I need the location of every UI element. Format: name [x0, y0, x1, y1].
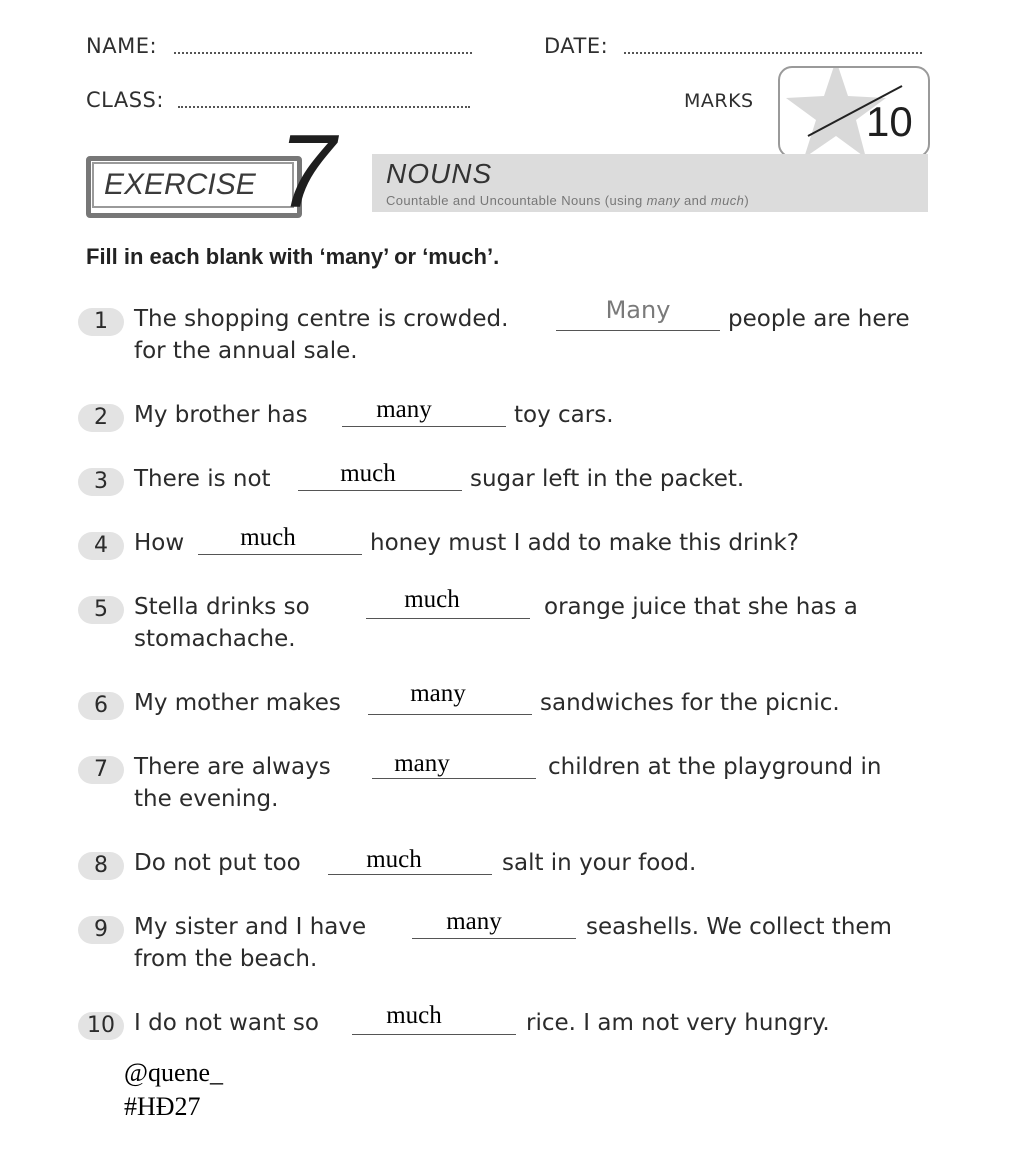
name-label: NAME:: [86, 34, 158, 58]
answer-text: much: [240, 524, 296, 551]
answer-blank[interactable]: [342, 426, 506, 427]
question-text-before: There are always: [134, 754, 331, 780]
answer-text: many: [394, 750, 450, 777]
answer-text: many: [376, 396, 432, 423]
question-text-after: toy cars.: [514, 402, 614, 428]
class-label: CLASS:: [86, 88, 164, 112]
answer-text: much: [366, 846, 422, 873]
topic-subtitle: [386, 193, 749, 208]
answer-blank[interactable]: [368, 714, 532, 715]
question-number: 7: [78, 756, 124, 784]
instruction: Fill in each blank with ‘many’ or ‘much’.: [86, 244, 500, 269]
watermark-tag: #HĐ27: [124, 1092, 201, 1121]
question-number: 3: [78, 468, 124, 496]
marks-label: MARKS: [684, 90, 754, 112]
question-number: 1: [78, 308, 124, 336]
answer-blank[interactable]: [412, 938, 576, 939]
answer-text: much: [386, 1002, 442, 1029]
answer-text: much: [404, 586, 460, 613]
date-field[interactable]: [624, 52, 922, 54]
question-text-before: I do not want so: [134, 1010, 319, 1036]
answer-blank[interactable]: [352, 1034, 516, 1035]
subtitle-prefix: Countable and Uncountable Nouns (using: [386, 193, 647, 208]
question-text-before: There is not: [134, 466, 271, 492]
exercise-number: 7: [278, 114, 336, 230]
question-text-after: orange juice that she has a: [544, 594, 858, 620]
subtitle-suffix: ): [744, 193, 750, 208]
question-number: 9: [78, 916, 124, 944]
question-text-line2: for the annual sale.: [134, 338, 358, 364]
question-text-line2: the evening.: [134, 786, 279, 812]
answer-blank[interactable]: [198, 554, 362, 555]
subtitle-and: and: [680, 193, 711, 208]
question-text-before: My brother has: [134, 402, 308, 428]
answer-blank[interactable]: [328, 874, 492, 875]
question-number: 10: [78, 1012, 124, 1040]
question-text-after: salt in your food.: [502, 850, 697, 876]
question-text-after: people are here: [728, 306, 910, 332]
marks-total: 10: [866, 98, 913, 145]
question-text-after: honey must I add to make this drink?: [370, 530, 799, 556]
subtitle-much: much: [710, 193, 745, 208]
answer-blank[interactable]: [298, 490, 462, 491]
watermark-handle: @quene_: [124, 1058, 224, 1087]
answer-blank[interactable]: [556, 330, 720, 331]
question-number: 8: [78, 852, 124, 880]
question-text-before: My sister and I have: [134, 914, 367, 940]
question-number: 5: [78, 596, 124, 624]
question-text-line2: from the beach.: [134, 946, 318, 972]
question-number: 4: [78, 532, 124, 560]
date-label: DATE:: [544, 34, 609, 58]
question-text-after: sugar left in the packet.: [470, 466, 745, 492]
question-text-before: Do not put too: [134, 850, 301, 876]
question-text-before: Stella drinks so: [134, 594, 310, 620]
answer-blank[interactable]: [372, 778, 536, 779]
question-text-line2: stomachache.: [134, 626, 296, 652]
question-text-after: seashells. We collect them: [586, 914, 892, 940]
question-text-after: sandwiches for the picnic.: [540, 690, 840, 716]
name-field[interactable]: [174, 52, 472, 54]
answer-text: many: [410, 680, 466, 707]
question-text-before: My mother makes: [134, 690, 341, 716]
question-text-before: The shopping centre is crowded.: [134, 306, 509, 332]
answer-text: Many: [605, 296, 671, 324]
subtitle-many: many: [646, 193, 680, 208]
exercise-label: EXERCISE: [104, 168, 256, 201]
question-text-after: rice. I am not very hungry.: [526, 1010, 830, 1036]
answer-text: much: [340, 460, 396, 487]
answer-text: many: [446, 908, 502, 935]
class-field[interactable]: [178, 106, 470, 108]
topic-title: NOUNS: [386, 158, 493, 189]
question-text-before: How: [134, 530, 185, 556]
question-text-after: children at the playground in: [548, 754, 882, 780]
question-number: 6: [78, 692, 124, 720]
answer-blank[interactable]: [366, 618, 530, 619]
question-number: 2: [78, 404, 124, 432]
